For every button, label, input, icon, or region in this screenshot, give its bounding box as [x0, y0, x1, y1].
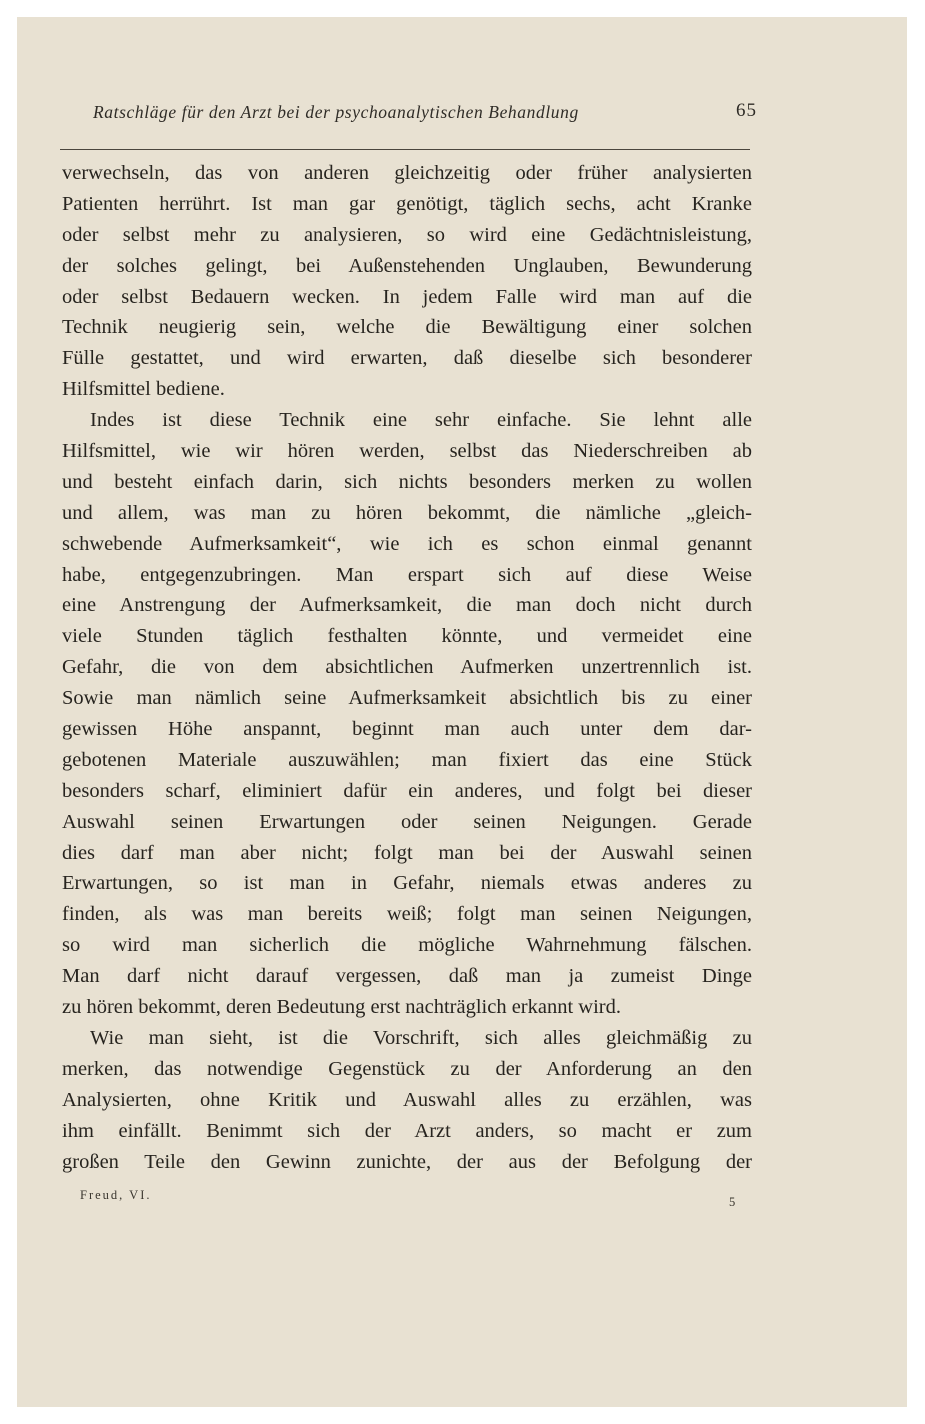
running-title: Ratschläge für den Arzt bei der psychoanalytischen Behandlung [93, 102, 579, 122]
text-line: viele Stunden täglich festhalten könnte, und vermeidet eine [62, 625, 752, 648]
text-line: merken, das notwendige Gegenstück zu der Anforderung an den [62, 1057, 752, 1080]
text-line: Analysierten, ohne Kritik und Auswahl alles zu erzählen, was [62, 1088, 752, 1111]
text-line: Erwartungen, so ist man in Gefahr, niemals etwas anderes zu [62, 872, 752, 895]
text-line: verwechseln, das von anderen gleichzeitig oder früher analysierten [62, 162, 752, 184]
text-line: und allem, was man zu hören bekommt, die nämliche „gleich- [62, 501, 752, 524]
text-line: Hilfsmittel bediene. [62, 378, 225, 401]
text-line: und besteht einfach darin, sich nichts besonders merken zu wollen [62, 470, 752, 493]
running-header [45, 100, 757, 130]
text-line: großen Teile den Gewinn zunichte, der aus der Befolgung der [62, 1150, 752, 1173]
text-line: oder selbst mehr zu analysieren, so wird eine Gedächtnisleistung, [62, 223, 752, 246]
text-line: Man darf nicht darauf vergessen, daß man ja zumeist Dinge [62, 965, 752, 988]
text-line: dies darf man aber nicht; folgt man bei der Auswahl seinen [62, 841, 752, 864]
text-line: habe, entgegenzubringen. Man erspart sich auf diese Weise [62, 563, 752, 586]
text-line: Sowie man nämlich seine Aufmerksamkeit absichtlich bis zu einer [62, 687, 752, 710]
text-line: Technik neugierig sein, welche die Bewältigung einer solchen [62, 316, 752, 339]
text-line: finden, als was man bereits weiß; folgt man seinen Neigungen, [62, 903, 752, 926]
text-line: ihm einfällt. Benimmt sich der Arzt anders, so macht er zum [62, 1119, 752, 1142]
header-rule [60, 149, 750, 150]
text-line: zu hören bekommt, deren Bedeutung erst nachträglich erkannt wird. [62, 996, 622, 1019]
text-line: gebotenen Materiale auszuwählen; man fixiert das eine Stück [62, 748, 752, 771]
text-line: Gefahr, die von dem absichtlichen Aufmerken unzertrennlich ist. [62, 656, 752, 679]
signature-mark: Freud, VI. [80, 1188, 152, 1202]
text-line: besonders scharf, eliminiert dafür ein anderes, und folgt bei dieser [62, 779, 752, 802]
text-line: Wie man sieht, ist die Vorschrift, sich alles gleichmäßig zu [90, 1026, 752, 1049]
text-line: Auswahl seinen Erwartungen oder seinen Neigungen. Gerade [62, 810, 752, 833]
text-line: Fülle gestattet, und wird erwarten, daß dieselbe sich besonderer [62, 347, 752, 370]
text-line: eine Anstrengung der Aufmerksamkeit, die man doch nicht durch [62, 594, 752, 617]
text-line: oder selbst Bedauern wecken. In jedem Falle wird man auf die [62, 285, 752, 308]
text-line: so wird man sicherlich die mögliche Wahrnehmung fälschen. [62, 934, 752, 957]
text-line: Indes ist diese Technik eine sehr einfache. Sie lehnt alle [90, 409, 752, 432]
text-line: der solches gelingt, bei Außenstehenden Unglauben, Bewunderung [62, 254, 752, 277]
sheet-number: 5 [729, 1195, 736, 1209]
page-number: 65 [736, 100, 757, 121]
text-line: Hilfsmittel, wie wir hören werden, selbst das Niederschreiben ab [62, 440, 752, 463]
text-line: gewissen Höhe anspannt, beginnt man auch unter dem dar- [62, 718, 752, 741]
body-text [62, 158, 752, 1177]
text-line: Patienten herrührt. Ist man gar genötigt, täglich sechs, acht Kranke [62, 192, 752, 215]
text-line: schwebende Aufmerksamkeit“, wie ich es schon einmal genannt [62, 532, 752, 555]
